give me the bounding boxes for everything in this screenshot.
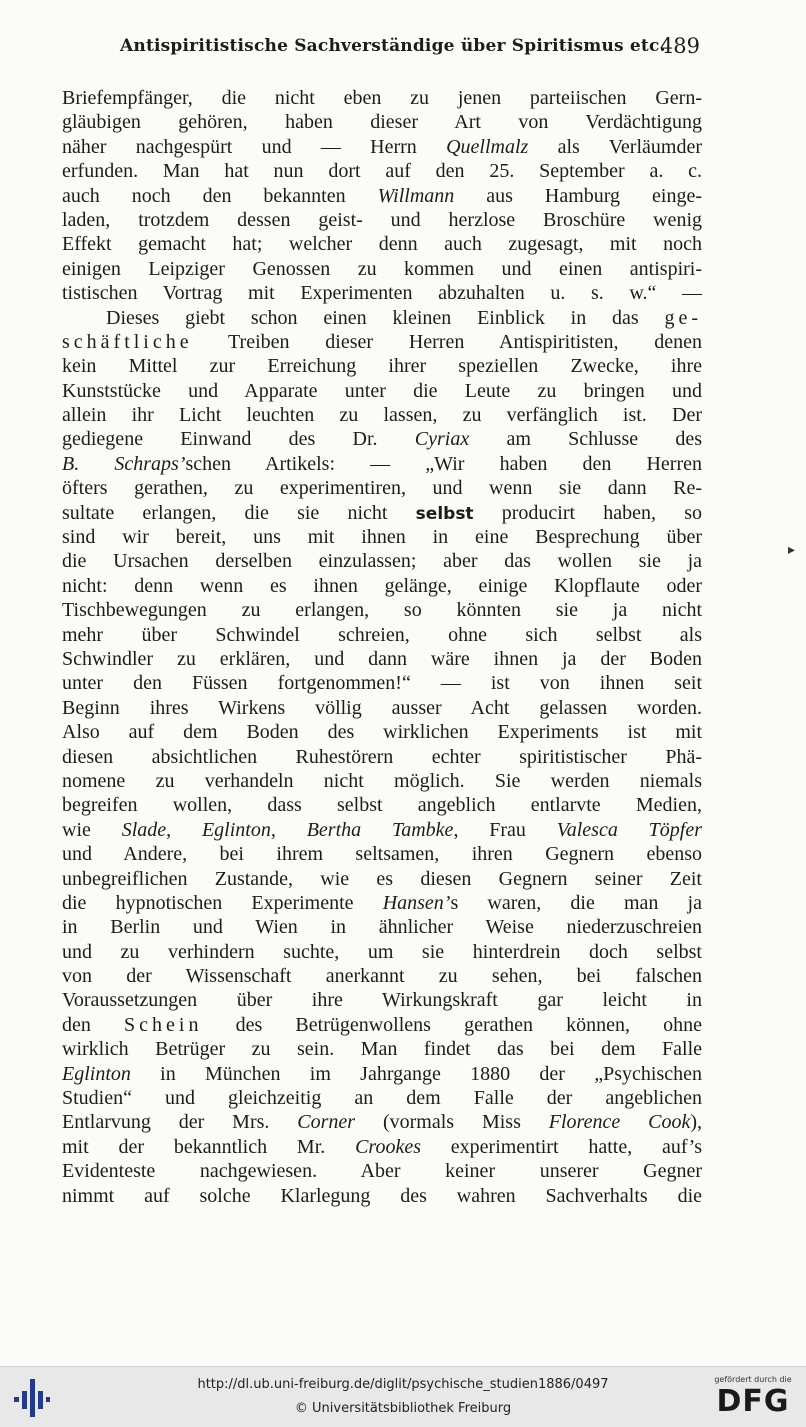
text-segment: und Andere, bei ihrem seltsamen, ihren Gegnern ebenso <box>62 843 702 866</box>
text-line <box>62 574 702 598</box>
text-segment: den <box>62 1013 125 1036</box>
text-line <box>62 476 702 500</box>
italic-name: Crookes <box>355 1135 421 1158</box>
text-segment: schen Artikels: — „Wir haben den Herren <box>185 452 702 475</box>
text-line <box>62 281 702 305</box>
text-segment: Beginn ihres Wirkens völlig ausser Acht gelassen worden. <box>62 696 702 719</box>
italic-name: Slade <box>121 818 167 841</box>
italic-name: Quellmalz <box>446 135 529 158</box>
spaced-emphasis: ge- <box>664 306 702 329</box>
text-segment: wirklich Betrüger zu sein. Man findet das bei dem Falle <box>62 1038 702 1061</box>
text-line <box>62 696 702 720</box>
italic-name: Willmann <box>377 184 455 207</box>
text-segment: in München im Jahrgange 1880 der „Psychischen <box>130 1062 702 1085</box>
text-line <box>62 1013 702 1037</box>
text-line <box>62 940 702 964</box>
text-line <box>62 257 702 281</box>
italic-name: Corner <box>297 1111 356 1134</box>
text-segment: erfunden. Man hat nun dort auf den 25. September a. c. <box>62 160 702 183</box>
text-segment: begreifen wollen, dass selbst angeblich entlarvte Medien, <box>62 794 702 817</box>
text-line <box>62 1037 702 1061</box>
italic-name: Valesca Töpfer <box>556 818 703 841</box>
text-segment: unter den Füssen fortgenommen!“ — ist von ihnen seit <box>62 672 702 695</box>
text-segment: allein ihr Licht leuchten zu lassen, zu verfänglich ist. Der <box>62 404 702 427</box>
footer-url-link[interactable]: http://dl.ub.uni-freiburg.de/diglit/psychische_studien1886/0497 <box>197 1377 609 1392</box>
text-segment: unbegreiflichen Zustande, wie es diesen Gegnern seiner Zeit <box>62 867 702 890</box>
text-line <box>62 1062 702 1086</box>
text-segment: Schwindler zu erklären, und dann wäre ihnen ja der Boden <box>62 647 702 670</box>
text-line <box>62 1110 702 1134</box>
text-segment: Kunststücke und Apparate unter die Leute zu bringen und <box>62 379 702 402</box>
italic-name: Hansen’ <box>382 891 451 914</box>
text-segment: und zu verhindern suchte, um sie hinterdrein doch selbst <box>62 940 702 963</box>
text-segment: öfters gerathen, zu experimentiren, und wenn sie dann Re- <box>62 477 702 500</box>
text-segment: die Ursachen derselben einzulassen; aber das wollen sie ja <box>62 550 702 573</box>
text-segment: am Schlusse des <box>469 428 702 451</box>
text-line <box>62 86 702 110</box>
text-line <box>62 1135 702 1159</box>
text-segment: auch noch den bekannten <box>62 184 378 207</box>
spaced-emphasis: schäftliche <box>62 330 193 353</box>
running-head-title: Antispiritistische Sachverständige über Spiritismus etc. <box>120 36 666 56</box>
text-segment: einigen Leipziger Genossen zu kommen und einen antispiri- <box>62 257 702 280</box>
text-line <box>62 745 702 769</box>
text-line <box>62 549 702 573</box>
text-line <box>62 427 702 451</box>
text-segment: (vormals Miss <box>355 1111 549 1134</box>
text-line <box>62 184 702 208</box>
text-segment: kein Mittel zur Erreichung ihrer speziellen Zwecke, ihre <box>62 355 702 378</box>
text-line <box>62 159 702 183</box>
page-number: 489 <box>659 34 700 58</box>
text-line <box>62 793 702 817</box>
text-line <box>62 647 702 671</box>
text-segment: s waren, die man ja <box>450 891 702 914</box>
text-line <box>62 891 702 915</box>
text-segment: sultate erlangen, die sie nicht <box>62 501 416 524</box>
text-line <box>62 232 702 256</box>
dfg-funded-by-text: gefördert durch die <box>714 1375 792 1384</box>
text-segment: producirt haben, so <box>473 501 702 524</box>
text-segment: Evidenteste nachgewiesen. Aber keiner unserer Gegner <box>62 1160 702 1183</box>
text-line <box>62 818 702 842</box>
text-line <box>62 525 702 549</box>
footer-bar <box>0 1366 806 1427</box>
margin-mark: ▸ <box>788 542 796 558</box>
text-segment: mehr über Schwindel schreien, ohne sich selbst als <box>62 623 702 646</box>
text-line <box>62 915 702 939</box>
text-segment: nicht: denn wenn es ihnen gelänge, einige Klopflaute oder <box>62 574 702 597</box>
italic-name: Eglinton <box>62 1062 131 1085</box>
text-line <box>62 306 702 330</box>
text-segment: als Verläumder <box>528 135 702 158</box>
dfg-logo-text: DFG <box>716 1384 790 1419</box>
text-line <box>62 988 702 1012</box>
text-segment: , <box>166 818 202 841</box>
text-line <box>62 403 702 427</box>
text-segment: tistischen Vortrag mit Experimenten abzuhalten u. s. w.“ — <box>62 282 702 305</box>
text-segment: Studien“ und gleichzeitig an dem Falle der angeblichen <box>62 1087 702 1110</box>
text-segment: Also auf dem Boden des wirklichen Experiments ist mit <box>62 721 702 744</box>
text-line <box>62 208 702 232</box>
text-line <box>62 964 702 988</box>
text-segment: nimmt auf solche Klarlegung des wahren Sachverhalts die <box>62 1184 702 1207</box>
body-text <box>62 86 702 1208</box>
text-line <box>62 452 702 476</box>
text-segment: experimentirt hatte, auf’s <box>420 1135 702 1158</box>
text-line <box>62 598 702 622</box>
text-segment: gläubigen gehören, haben dieser Art von Verdächtigung <box>62 111 702 134</box>
footer-copyright: © Universitätsbibliothek Freiburg <box>294 1401 512 1416</box>
text-line <box>62 623 702 647</box>
text-line <box>62 1184 702 1208</box>
text-segment: , <box>270 818 307 841</box>
text-segment: Treiben dieser Herren Antispiritisten, denen <box>192 330 702 353</box>
text-segment: , Frau <box>453 818 557 841</box>
text-segment: nomene zu verhandeln nicht möglich. Sie werden niemals <box>62 769 702 792</box>
bold-emphasis: selbst <box>415 503 474 524</box>
text-line <box>62 501 702 525</box>
text-line <box>62 1086 702 1110</box>
running-head <box>62 34 702 66</box>
text-segment: Effekt gemacht hat; welcher denn auch zugesagt, mit noch <box>62 233 702 256</box>
italic-name: Bertha Tambke <box>306 818 454 841</box>
text-line <box>62 671 702 695</box>
text-segment: sind wir bereit, uns mit ihnen in eine Besprechung über <box>62 526 702 549</box>
text-segment: Voraussetzungen über ihre Wirkungskraft gar leicht in <box>62 989 702 1012</box>
text-line <box>62 1159 702 1183</box>
italic-name: Eglinton <box>201 818 271 841</box>
dfg-logo <box>710 1375 796 1423</box>
text-segment: von der Wissenschaft anerkannt zu sehen, bei falschen <box>62 965 702 988</box>
text-segment: die hypnotischen Experimente <box>62 891 383 914</box>
text-line <box>62 769 702 793</box>
text-segment: laden, trotzdem dessen geist- und herzlose Broschüre wenig <box>62 208 702 231</box>
text-segment: wie <box>62 818 122 841</box>
text-segment: ), <box>690 1111 702 1134</box>
text-segment: näher nachgespürt und — Herrn <box>62 135 447 158</box>
text-segment: Tischbewegungen zu erlangen, so könnten sie ja nicht <box>62 599 702 622</box>
text-line <box>62 330 702 354</box>
text-line <box>62 110 702 134</box>
italic-name: Florence Cook <box>548 1111 691 1134</box>
text-line <box>62 354 702 378</box>
text-segment: diesen absichtlichen Ruhestörern echter spiritistischer Phä- <box>62 745 702 768</box>
italic-name: Cyriax <box>414 428 470 451</box>
text-segment: gediegene Einwand des Dr. <box>62 428 415 451</box>
text-segment: Briefempfänger, die nicht eben zu jenen parteiischen Gern- <box>62 87 702 109</box>
text-segment: Entlarvung der Mrs. <box>62 1111 298 1134</box>
italic-name: B. Schraps’ <box>62 452 186 475</box>
text-segment: Dieses giebt schon einen kleinen Einblick in das <box>106 306 665 329</box>
text-segment: aus Hamburg einge- <box>454 184 702 207</box>
text-line <box>62 379 702 403</box>
text-line <box>62 720 702 744</box>
text-line <box>62 842 702 866</box>
text-segment: in Berlin und Wien in ähnlicher Weise niederzuschreien <box>62 916 702 939</box>
text-line <box>62 867 702 891</box>
text-segment: mit der bekanntlich Mr. <box>62 1135 356 1158</box>
text-line <box>62 135 702 159</box>
spaced-emphasis: Schein <box>124 1013 203 1036</box>
text-segment: des Betrügenwollens gerathen können, ohne <box>202 1013 702 1036</box>
